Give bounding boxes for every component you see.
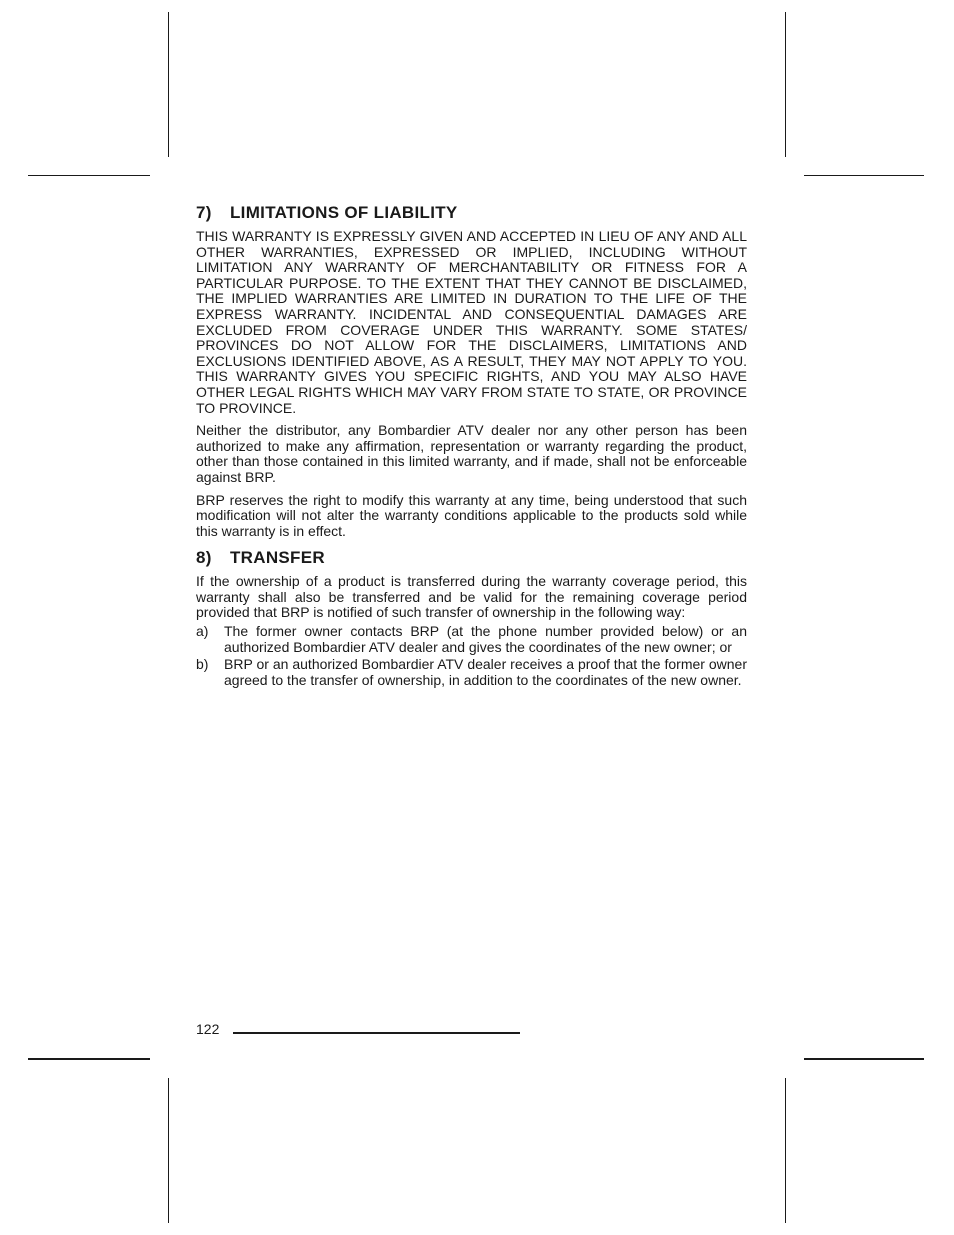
section-7-title: LIMITATIONS OF LIABILITY [230, 203, 458, 222]
warranty-disclaimer-paragraph: THIS WARRANTY IS EXPRESSLY GIVEN AND ACCEPTED IN LIEU OF ANY AND ALL OTHER WARRANTIES, EXPRESSED OR IMPLIED, INCLUDING WITHOUT LIMITATION ANY WARRANTY OF MERCHANTABILITY OR FITNESS FOR A PARTICULAR PURPOSE. TO THE EXTENT THAT THEY CANNOT BE DISCLAIMED, THE IMPLIED WARRANTIES ARE LIMITED IN DURATION TO THE LIFE OF THE EXPRESS WARRANTY. INCIDENTAL AND CONSEQUENTIAL DAMAGES ARE EXCLUDED FROM COVERAGE UNDER THIS WARRANTY. SOME STATES/ PROVINCES DO NOT ALLOW FOR THE DISCLAIMERS, LIMITATIONS AND EXCLUSIONS IDENTIFIED ABOVE, AS A RESULT, THEY MAY NOT APPLY TO YOU. THIS WARRANTY GIVES YOU SPECIFIC RIGHTS, AND YOU MAY ALSO HAVE OTHER LEGAL RIGHTS WHICH MAY VARY FROM STATE TO STATE, OR PROVINCE TO PROVINCE. [196, 228, 747, 416]
crop-mark-top-right-vertical [785, 12, 786, 157]
list-item-marker: a) [196, 623, 209, 640]
page-content [196, 203, 747, 690]
crop-mark-bottom-right-horizontal [804, 1058, 924, 1060]
modification-paragraph: BRP reserves the right to modify this warranty at any time, being understood that such modification will not alter the warranty conditions applicable to the products sold while this warranty is in effect. [196, 491, 747, 539]
transfer-intro-paragraph: If the ownership of a product is transferred during the warranty coverage period, this warranty shall also be transferred and be valid for the remaining coverage period provided that BRP is notified of such transfer of ownership in the following way: [196, 573, 747, 621]
list-item-text: The former owner contacts BRP (at the phone number provided below) or an authorized Bombardier ATV dealer and gives the coordinates of the new owner; or [224, 623, 747, 655]
list-item-text: BRP or an authorized Bombardier ATV dealer receives a proof that the former owner agreed to the transfer of ownership, in addition to the coordinates of the new owner. [224, 656, 747, 688]
section-8-number: 8) [196, 548, 212, 568]
section-7-number: 7) [196, 203, 212, 222]
list-item [196, 657, 747, 688]
page-number: 122 [196, 1021, 220, 1037]
crop-mark-top-left-horizontal [28, 175, 150, 176]
footer-rule [233, 1032, 520, 1034]
crop-mark-bottom-right-vertical [785, 1078, 786, 1223]
section-8-title: TRANSFER [230, 548, 325, 568]
section-7-heading [196, 203, 747, 223]
list-item [196, 624, 747, 655]
distributor-paragraph: Neither the distributor, any Bombardier ATV dealer nor any other person has been authorized to make any affirmation, representation or warranty regarding the product, other than those contained in this limited warranty, and if made, shall not be enforceable against BRP. [196, 422, 747, 485]
page-footer [196, 1021, 520, 1037]
list-item-marker: b) [196, 656, 209, 673]
crop-mark-bottom-left-horizontal [28, 1058, 150, 1060]
crop-mark-top-left-vertical [168, 12, 169, 157]
crop-mark-top-right-horizontal [804, 175, 924, 176]
transfer-conditions-list [196, 624, 747, 688]
crop-mark-bottom-left-vertical [168, 1078, 169, 1223]
section-8-heading [196, 548, 747, 568]
